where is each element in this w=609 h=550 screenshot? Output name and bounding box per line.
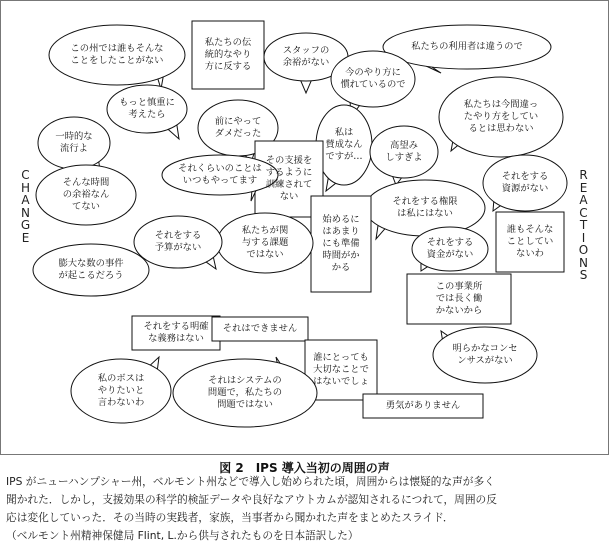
speech-bubble-line: 今のやり方に	[345, 67, 401, 78]
speech-bubble-line: はないでしょ	[313, 376, 369, 387]
side-label-reactions: R E A C T I O N S	[578, 168, 590, 282]
speech-bubble-text	[331, 67, 415, 91]
figure-caption-body	[6, 473, 606, 545]
speech-bubble-line: この事業所	[435, 281, 483, 292]
speech-bubble-line: 余裕がない	[282, 57, 330, 68]
speech-bubble-line: かる	[331, 262, 351, 273]
speech-bubble-line: ですが…	[325, 151, 363, 162]
speech-bubble-line: 賛成なん	[325, 139, 363, 150]
speech-bubble-line: 方に反する	[204, 61, 252, 72]
speech-bubble-line: かないから	[435, 305, 483, 316]
speech-bubble-text	[264, 45, 348, 69]
speech-bubble-line: 私のボスは	[97, 373, 145, 384]
caption-line: 聞かれた．しかし，支援効果の科学的検証データや良好なアウトカムが認知されるにつれて，周囲の反	[6, 493, 497, 506]
speech-bubble-text	[212, 323, 308, 335]
speech-bubble-line: 資源がない	[501, 183, 549, 194]
caption-line: （ベルモント州精神保健局 Flint, L.から供与されたものを日本語訳した）	[6, 529, 359, 542]
speech-bubble-text	[383, 41, 551, 53]
speech-bubble-text	[71, 373, 171, 409]
speech-bubble-text	[33, 258, 149, 282]
speech-bubble-text	[311, 214, 371, 274]
speech-bubble-line: それはシステムの	[208, 375, 282, 386]
speech-bubble-line: が起こるだろう	[58, 270, 124, 281]
speech-bubble-line: ことしてい	[506, 236, 554, 247]
speech-bubble-line: にも準備	[322, 238, 360, 249]
speech-bubble-line: 問題ではない	[217, 399, 273, 410]
speech-bubble-line: ンサスがない	[457, 355, 513, 366]
speech-bubble-text	[407, 281, 511, 317]
speech-bubble-text	[162, 163, 278, 187]
speech-bubble-line: 資金がない	[426, 249, 474, 260]
speech-bubble-text	[370, 140, 438, 164]
speech-bubble-line: 考えたら	[128, 109, 166, 120]
speech-bubble-line: 一時的な	[55, 131, 93, 142]
speech-bubble-line: その支援を	[265, 155, 313, 166]
speech-bubble-line: 誰もそんな	[506, 224, 554, 235]
speech-bubble-line: 慣れているので	[340, 79, 406, 90]
speech-bubble-line: 訓練されて	[265, 179, 313, 190]
speech-bubble-line: ダメだった	[214, 128, 262, 139]
speech-bubble-line: るとは思わない	[468, 123, 534, 134]
speech-bubble-line: 始めるに	[322, 214, 360, 225]
speech-bubble-line: 高望み	[390, 140, 418, 151]
speech-bubble-text	[132, 321, 220, 345]
speech-bubble-text	[439, 99, 563, 135]
speech-bubble-line: もっと慎重に	[119, 97, 175, 108]
caption-line: 応は変化していった．その当時の実践者，家族，当事者から聞かれた声をまとめたスライド．	[6, 511, 454, 524]
speech-bubble-line: 問題で，私たちの	[207, 387, 283, 398]
figure-caption-title: 図 2 IPS 導入当初の周囲の声	[219, 461, 390, 475]
speech-bubble-line: 大切なことで	[313, 364, 369, 375]
speech-bubble-line: は私にはない	[397, 208, 453, 219]
speech-bubble-text	[496, 224, 564, 260]
side-label-change: C H A N G E	[20, 168, 32, 245]
speech-bubble-line: 膨大な数の事件	[58, 258, 124, 269]
speech-bubble-line: では長く働	[435, 293, 483, 304]
speech-bubble-line: の余裕なん	[62, 189, 110, 200]
speech-bubble-line: 私たちの伝	[204, 37, 252, 48]
speech-bubble-line: 私たちは今間違っ	[463, 99, 539, 110]
speech-bubble-text	[173, 375, 317, 411]
speech-bubble-text	[107, 97, 187, 121]
speech-bubble-text	[433, 343, 537, 367]
speech-bubble-line: それをする明確	[143, 321, 209, 332]
speech-bubble-text	[365, 196, 485, 220]
speech-bubble-text	[483, 171, 567, 195]
speech-bubble-line: 時間がか	[322, 250, 360, 261]
speech-bubble-text	[316, 127, 372, 163]
speech-bubble-line: 明らかなコンセ	[452, 343, 518, 354]
speech-bubble-line: 統的なやり	[204, 49, 252, 60]
speech-bubble-line: 流行よ	[60, 143, 88, 154]
caption-line: IPS がニューハンプシャー州，ベルモント州などで導入し始められた頃，周囲からは懐疑的な声が多く	[6, 475, 495, 488]
speech-bubble-text	[49, 43, 185, 67]
speech-bubble-line: 前にやって	[214, 116, 262, 127]
speech-bubble-text	[412, 237, 488, 261]
speech-bubble-line: 誰にとっても	[313, 352, 369, 363]
speech-bubble-line: スタッフの	[282, 45, 330, 56]
speech-bubble-line: ないわ	[516, 248, 544, 259]
speech-bubble-line: それはできません	[222, 323, 298, 334]
speech-bubble-line: いつもやってます	[182, 175, 258, 186]
speech-bubble-line: てない	[72, 201, 100, 212]
speech-bubble-line: たやり方をしてい	[463, 111, 539, 122]
speech-bubble-line: 私は	[334, 127, 354, 138]
speech-bubble-line: やりたいと	[97, 385, 145, 396]
speech-bubble-text	[134, 230, 222, 254]
speech-bubble-line: ことをしたことがない	[70, 55, 164, 66]
speech-bubble-line: それをする	[154, 230, 202, 241]
speech-bubble-line: 与する課題	[241, 237, 289, 248]
speech-bubble-text	[192, 37, 264, 73]
speech-bubble-line: それをする	[426, 237, 474, 248]
speech-bubble-line: 勇気がありません	[385, 400, 461, 411]
speech-bubble-line: それをする	[501, 171, 549, 182]
speech-bubble-line: 予算がない	[154, 242, 202, 253]
speech-bubble-line: それをする権限	[392, 196, 458, 207]
speech-bubble-line: しすぎよ	[385, 152, 423, 163]
speech-bubble-line: それくらいのことは	[178, 163, 262, 174]
speech-bubble-text	[38, 131, 110, 155]
speech-bubble-line: 私たちの利用者は違うので	[411, 41, 523, 52]
speech-bubble-line: するように	[265, 167, 313, 178]
speech-bubble-line: この州では誰もそんな	[70, 43, 164, 54]
speech-bubble-line: そんな時間	[62, 177, 110, 188]
speech-bubble-line: 言わないわ	[97, 397, 145, 408]
speech-bubble-line: 私たちが関	[241, 225, 289, 236]
speech-bubble-line: な義務はない	[148, 333, 204, 344]
speech-bubble-line: ない	[279, 191, 299, 202]
speech-bubble-line: はあまり	[322, 226, 360, 237]
speech-bubble-line: ではない	[246, 249, 284, 260]
speech-bubble-text	[36, 177, 136, 213]
speech-bubble-text	[363, 400, 483, 412]
speech-bubble-text	[217, 225, 313, 261]
speech-bubble-text	[198, 116, 278, 140]
